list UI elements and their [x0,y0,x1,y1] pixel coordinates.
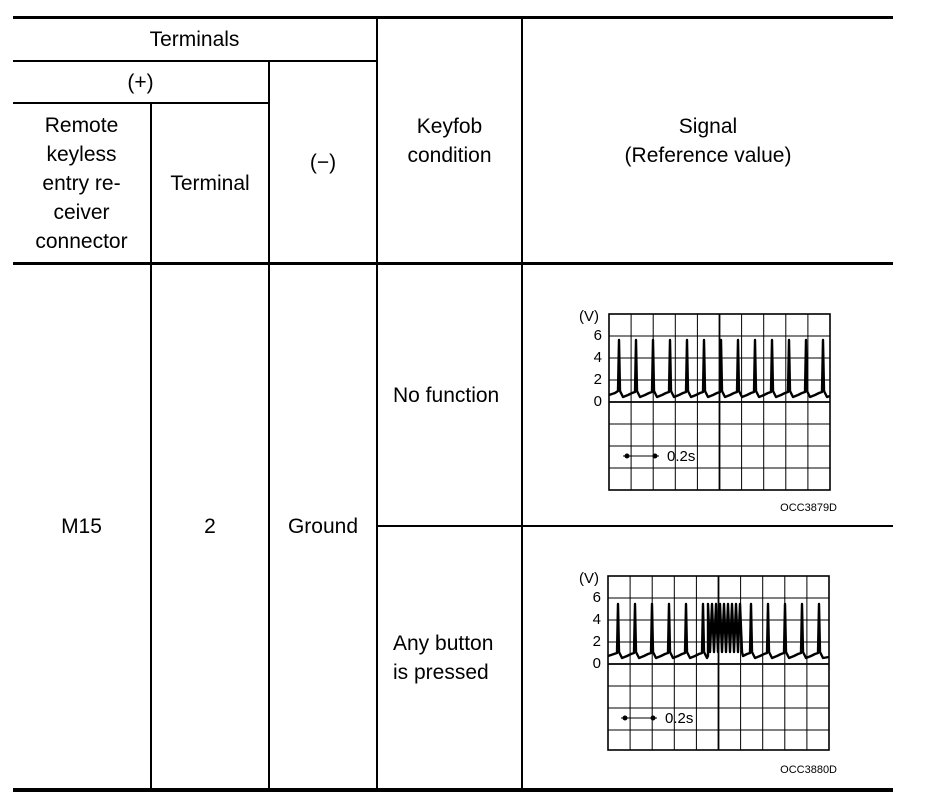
condition-label-line: Any button [393,631,494,655]
scope-grid [609,314,830,490]
header-connector [13,104,150,262]
figure-code-label: OCC3879D [780,502,837,514]
header-plus [13,62,268,102]
cell-terminal [152,265,268,788]
header-terminal-label: Terminal [170,171,250,195]
cell-connector [13,265,150,788]
scope-y-tick: 4 [593,349,602,366]
waveform-figure [575,567,845,777]
header-signal-line: Signal [678,114,738,138]
signal-waveform-button-pressed [575,567,845,777]
figure-code-label: OCC3880D [780,764,837,776]
condition-label-line: is pressed [393,660,489,684]
signal-waveform-no-function [575,305,845,515]
header-connector-line: ceiver [53,200,110,224]
time-scale-marker [621,716,657,720]
header-terminals [13,19,376,60]
scope-y-tick: 2 [593,371,602,388]
waveform-trace [608,604,829,658]
header-signal-line: (Reference value) [624,143,792,167]
waveform-figure [575,305,845,515]
header-connector-line: connector [35,229,128,253]
cell-condition-no-function [393,265,521,525]
time-scale-label: 0.2s [665,710,694,727]
scope-unit-label: (V) [579,308,599,325]
condition-label-line: No function [393,383,500,407]
scope-y-tick: 6 [592,589,601,606]
header-connector-line: Remote [44,113,119,137]
header-keyfob-line: Keyfob [416,114,483,138]
time-scale-label: 0.2s [667,448,696,465]
scope-y-tick: 2 [592,633,601,650]
header-keyfob-line: condition [407,143,492,167]
scope-y-tick: 0 [592,655,601,672]
header-terminals-label: Terminals [149,28,240,51]
header-terminal [152,104,268,262]
scope-grid [608,576,829,750]
scope-y-tick: 6 [593,327,602,344]
time-scale-marker [623,454,659,458]
header-signal [523,19,893,262]
header-connector-line: entry re- [42,171,121,195]
cell-connector-value: M15 [61,515,102,538]
scope-unit-label: (V) [579,570,599,587]
scope-y-tick: 4 [592,611,601,628]
header-plus-label: (+) [127,70,154,94]
header-connector-line: keyless [46,142,117,166]
cell-condition-button-pressed [393,527,521,788]
header-minus-label: (−) [309,150,337,174]
cell-minus [270,265,376,788]
header-keyfob-condition [378,19,521,262]
scope-y-tick: 0 [593,393,602,410]
cell-minus-value: Ground [287,515,359,538]
table-bottom-rule [13,788,893,792]
header-minus [270,62,376,262]
cell-terminal-value: 2 [204,515,216,538]
